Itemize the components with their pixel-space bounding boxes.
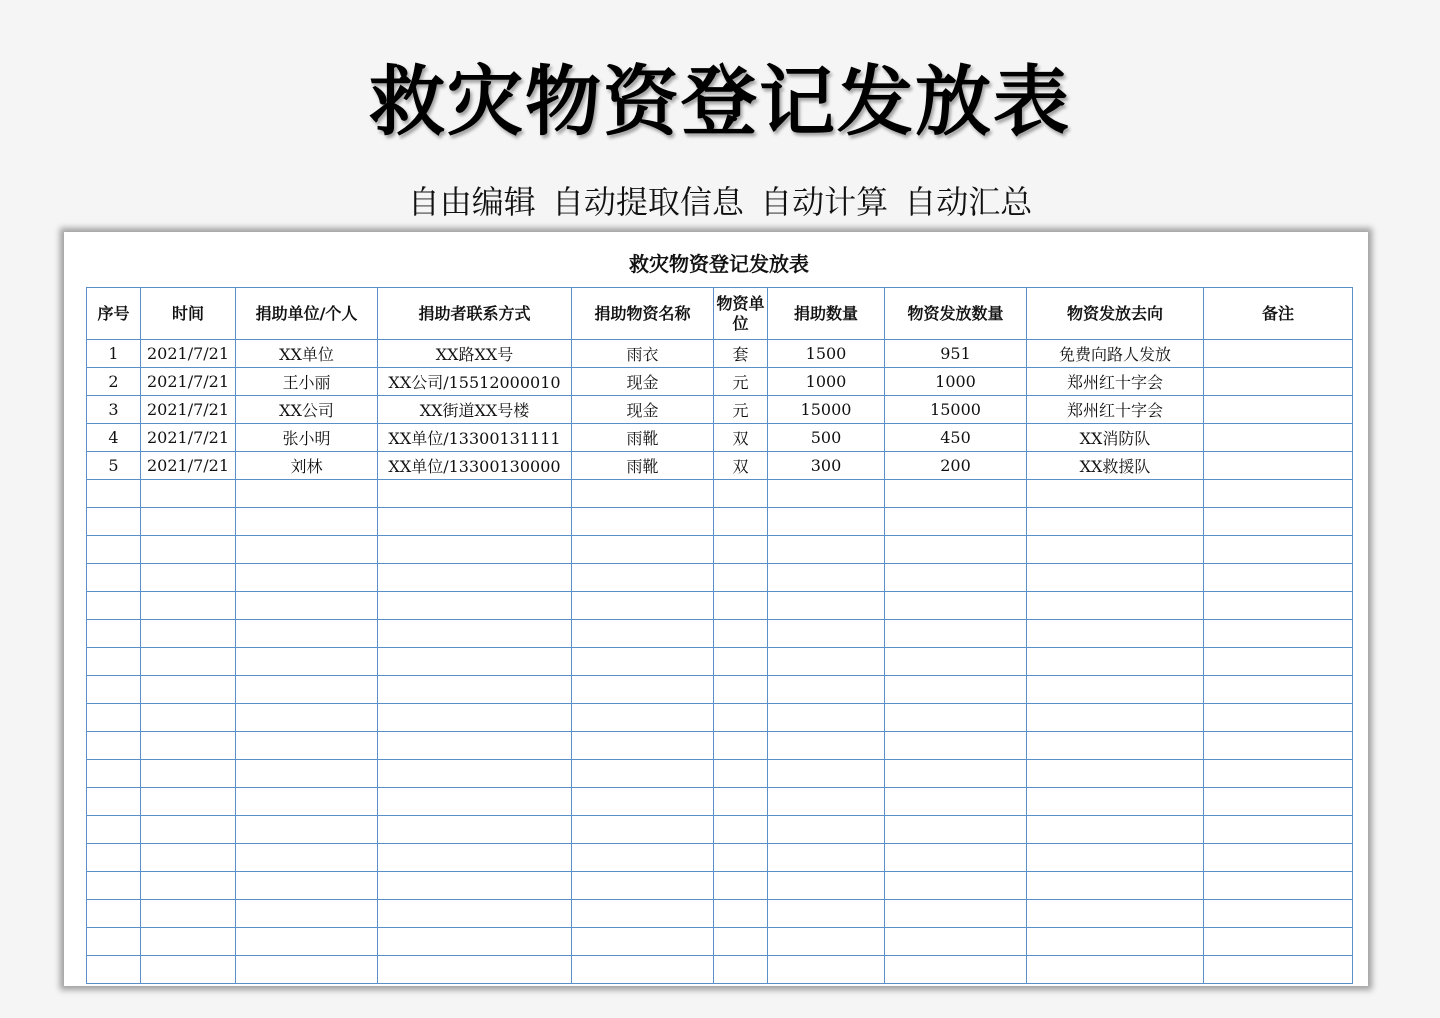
cell-destination[interactable] (1027, 760, 1204, 788)
cell-donated-qty[interactable] (768, 732, 885, 760)
cell-contact[interactable] (378, 536, 572, 564)
cell-material[interactable]: 现金 (572, 368, 714, 396)
cell-index[interactable] (87, 872, 141, 900)
cell-destination[interactable]: 免费向路人发放 (1027, 340, 1204, 368)
empty-table-row (87, 620, 1353, 648)
cell-remarks[interactable] (1204, 536, 1353, 564)
cell-unit[interactable]: 双 (714, 424, 768, 452)
cell-contact[interactable] (378, 928, 572, 956)
cell-donor[interactable]: XX公司 (236, 396, 378, 424)
cell-issued-qty[interactable] (885, 928, 1027, 956)
cell-date[interactable] (141, 788, 236, 816)
cell-issued-qty[interactable] (885, 592, 1027, 620)
cell-destination[interactable] (1027, 816, 1204, 844)
empty-table-row (87, 648, 1353, 676)
cell-date[interactable]: 2021/7/21 (141, 424, 236, 452)
cell-unit[interactable] (714, 564, 768, 592)
cell-contact[interactable] (378, 788, 572, 816)
cell-unit[interactable] (714, 536, 768, 564)
cell-destination[interactable]: XX消防队 (1027, 424, 1204, 452)
cell-destination[interactable] (1027, 620, 1204, 648)
cell-destination[interactable] (1027, 872, 1204, 900)
table-row (87, 368, 1353, 396)
header-cell-issued-qty[interactable]: 物资发放数量 (885, 288, 1027, 340)
cell-index[interactable] (87, 788, 141, 816)
cell-donor[interactable]: 张小明 (236, 424, 378, 452)
cell-donor[interactable] (236, 620, 378, 648)
empty-table-row (87, 900, 1353, 928)
empty-table-row (87, 760, 1353, 788)
cell-remarks[interactable] (1204, 648, 1353, 676)
cell-issued-qty[interactable]: 1000 (885, 368, 1027, 396)
empty-table-row (87, 508, 1353, 536)
cell-remarks[interactable] (1204, 872, 1353, 900)
cell-date[interactable]: 2021/7/21 (141, 452, 236, 480)
cell-index[interactable] (87, 648, 141, 676)
cell-destination[interactable] (1027, 704, 1204, 732)
empty-table-row (87, 816, 1353, 844)
header-cell-donated-qty[interactable]: 捐助数量 (768, 288, 885, 340)
cell-index[interactable] (87, 760, 141, 788)
cell-material[interactable] (572, 760, 714, 788)
header-cell-contact[interactable]: 捐助者联系方式 (378, 288, 572, 340)
cell-remarks[interactable] (1204, 592, 1353, 620)
cell-donated-qty[interactable] (768, 592, 885, 620)
table-row (87, 424, 1353, 452)
cell-destination[interactable] (1027, 480, 1204, 508)
cell-issued-qty[interactable] (885, 676, 1027, 704)
cell-material[interactable] (572, 872, 714, 900)
cell-date[interactable] (141, 676, 236, 704)
cell-material[interactable]: 雨靴 (572, 452, 714, 480)
cell-material[interactable] (572, 900, 714, 928)
cell-index[interactable] (87, 620, 141, 648)
cell-unit[interactable] (714, 508, 768, 536)
cell-donor[interactable] (236, 676, 378, 704)
cell-unit[interactable] (714, 480, 768, 508)
cell-remarks[interactable] (1204, 508, 1353, 536)
cell-contact[interactable] (378, 760, 572, 788)
cell-unit[interactable]: 元 (714, 368, 768, 396)
cell-issued-qty[interactable]: 951 (885, 340, 1027, 368)
cell-contact[interactable] (378, 844, 572, 872)
cell-unit[interactable]: 双 (714, 452, 768, 480)
empty-table-row (87, 676, 1353, 704)
cell-donor[interactable] (236, 564, 378, 592)
cell-date[interactable] (141, 480, 236, 508)
cell-destination[interactable] (1027, 536, 1204, 564)
cell-index[interactable] (87, 816, 141, 844)
cell-unit[interactable] (714, 676, 768, 704)
cell-issued-qty[interactable] (885, 564, 1027, 592)
cell-issued-qty[interactable] (885, 480, 1027, 508)
cell-unit[interactable] (714, 760, 768, 788)
table-row (87, 340, 1353, 368)
cell-issued-qty[interactable] (885, 900, 1027, 928)
cell-date[interactable] (141, 900, 236, 928)
cell-donated-qty[interactable] (768, 900, 885, 928)
cell-unit[interactable] (714, 928, 768, 956)
cell-unit[interactable] (714, 844, 768, 872)
cell-donor[interactable] (236, 760, 378, 788)
cell-donor[interactable] (236, 928, 378, 956)
cell-index[interactable]: 2 (87, 368, 141, 396)
cell-donated-qty[interactable] (768, 760, 885, 788)
cell-index[interactable] (87, 732, 141, 760)
cell-index[interactable] (87, 928, 141, 956)
cell-donor[interactable] (236, 816, 378, 844)
cell-donor[interactable] (236, 844, 378, 872)
cell-donor[interactable] (236, 956, 378, 984)
cell-unit[interactable] (714, 788, 768, 816)
cell-remarks[interactable] (1204, 928, 1353, 956)
cell-date[interactable] (141, 620, 236, 648)
cell-index[interactable]: 4 (87, 424, 141, 452)
cell-index[interactable] (87, 508, 141, 536)
cell-date[interactable] (141, 928, 236, 956)
empty-table-row (87, 564, 1353, 592)
cell-destination[interactable] (1027, 900, 1204, 928)
cell-donated-qty[interactable]: 300 (768, 452, 885, 480)
cell-issued-qty[interactable]: 200 (885, 452, 1027, 480)
header-cell-date[interactable]: 时间 (141, 288, 236, 340)
cell-material[interactable]: 现金 (572, 396, 714, 424)
cell-contact[interactable]: XX单位/13300131111 (378, 424, 572, 452)
cell-contact[interactable]: XX公司/15512000010 (378, 368, 572, 396)
cell-unit[interactable] (714, 648, 768, 676)
cell-issued-qty[interactable] (885, 536, 1027, 564)
cell-remarks[interactable] (1204, 816, 1353, 844)
cell-material[interactable] (572, 928, 714, 956)
cell-contact[interactable] (378, 676, 572, 704)
cell-material[interactable] (572, 732, 714, 760)
cell-donated-qty[interactable] (768, 928, 885, 956)
cell-material[interactable] (572, 816, 714, 844)
cell-material[interactable] (572, 676, 714, 704)
cell-issued-qty[interactable] (885, 508, 1027, 536)
cell-donated-qty[interactable] (768, 536, 885, 564)
cell-donated-qty[interactable] (768, 620, 885, 648)
cell-contact[interactable] (378, 816, 572, 844)
cell-index[interactable] (87, 536, 141, 564)
cell-remarks[interactable] (1204, 452, 1353, 480)
empty-table-row (87, 872, 1353, 900)
cell-donor[interactable] (236, 704, 378, 732)
cell-donor[interactable] (236, 900, 378, 928)
cell-donated-qty[interactable] (768, 844, 885, 872)
cell-contact[interactable]: XX街道XX号楼 (378, 396, 572, 424)
cell-date[interactable] (141, 536, 236, 564)
cell-donated-qty[interactable] (768, 872, 885, 900)
cell-remarks[interactable] (1204, 340, 1353, 368)
cell-unit[interactable] (714, 872, 768, 900)
header-row (87, 288, 1353, 340)
empty-table-row (87, 732, 1353, 760)
page-title: 救灾物资登记发放表 (369, 57, 1071, 146)
cell-unit[interactable]: 元 (714, 396, 768, 424)
cell-donor[interactable]: 王小丽 (236, 368, 378, 396)
cell-issued-qty[interactable] (885, 648, 1027, 676)
empty-table-row (87, 956, 1353, 984)
cell-contact[interactable] (378, 872, 572, 900)
cell-contact[interactable] (378, 480, 572, 508)
cell-unit[interactable] (714, 592, 768, 620)
empty-table-row (87, 928, 1353, 956)
cell-date[interactable]: 2021/7/21 (141, 340, 236, 368)
cell-donated-qty[interactable] (768, 508, 885, 536)
cell-material[interactable] (572, 564, 714, 592)
cell-destination[interactable]: 郑州红十字会 (1027, 396, 1204, 424)
header-cell-material[interactable]: 捐助物资名称 (572, 288, 714, 340)
empty-table-row (87, 480, 1353, 508)
cell-destination[interactable] (1027, 956, 1204, 984)
cell-issued-qty[interactable] (885, 816, 1027, 844)
cell-destination[interactable] (1027, 564, 1204, 592)
cell-remarks[interactable] (1204, 368, 1353, 396)
empty-table-row (87, 592, 1353, 620)
cell-donor[interactable] (236, 788, 378, 816)
cell-index[interactable]: 1 (87, 340, 141, 368)
cell-remarks[interactable] (1204, 564, 1353, 592)
cell-donor[interactable] (236, 648, 378, 676)
cell-donated-qty[interactable]: 15000 (768, 396, 885, 424)
cell-date[interactable] (141, 508, 236, 536)
header-cell-unit[interactable]: 物资单位 (714, 288, 768, 340)
cell-index[interactable] (87, 844, 141, 872)
cell-destination[interactable]: 郑州红十字会 (1027, 368, 1204, 396)
cell-donated-qty[interactable] (768, 956, 885, 984)
cell-material[interactable]: 雨靴 (572, 424, 714, 452)
cell-issued-qty[interactable] (885, 872, 1027, 900)
cell-issued-qty[interactable] (885, 956, 1027, 984)
cell-destination[interactable] (1027, 732, 1204, 760)
cell-donated-qty[interactable] (768, 480, 885, 508)
cell-contact[interactable] (378, 564, 572, 592)
cell-remarks[interactable] (1204, 732, 1353, 760)
cell-issued-qty[interactable] (885, 704, 1027, 732)
page-subtitle: 自由编辑 自动提取信息 自动计算 自动汇总 (407, 183, 1033, 221)
cell-unit[interactable] (714, 956, 768, 984)
cell-donated-qty[interactable] (768, 704, 885, 732)
cell-date[interactable] (141, 564, 236, 592)
cell-unit[interactable] (714, 704, 768, 732)
cell-donor[interactable] (236, 592, 378, 620)
cell-destination[interactable] (1027, 648, 1204, 676)
cell-remarks[interactable] (1204, 424, 1353, 452)
cell-material[interactable] (572, 592, 714, 620)
cell-material[interactable] (572, 788, 714, 816)
cell-contact[interactable] (378, 704, 572, 732)
sheet-title[interactable]: 救灾物资登记发放表 (629, 252, 809, 276)
cell-donated-qty[interactable]: 1000 (768, 368, 885, 396)
registration-table (86, 287, 1353, 984)
cell-contact[interactable]: XX单位/13300130000 (378, 452, 572, 480)
cell-donor[interactable] (236, 872, 378, 900)
cell-issued-qty[interactable] (885, 732, 1027, 760)
spreadsheet-sheet (64, 232, 1368, 986)
cell-index[interactable] (87, 564, 141, 592)
cell-donated-qty[interactable]: 500 (768, 424, 885, 452)
cell-material[interactable] (572, 648, 714, 676)
header-cell-index[interactable]: 序号 (87, 288, 141, 340)
cell-donated-qty[interactable] (768, 676, 885, 704)
cell-contact[interactable]: XX路XX号 (378, 340, 572, 368)
cell-donated-qty[interactable] (768, 648, 885, 676)
cell-date[interactable] (141, 732, 236, 760)
cell-remarks[interactable] (1204, 900, 1353, 928)
cell-issued-qty[interactable]: 450 (885, 424, 1027, 452)
cell-material[interactable]: 雨衣 (572, 340, 714, 368)
cell-issued-qty[interactable] (885, 844, 1027, 872)
cell-contact[interactable] (378, 900, 572, 928)
header-cell-remarks[interactable]: 备注 (1204, 288, 1353, 340)
cell-remarks[interactable] (1204, 760, 1353, 788)
empty-table-row (87, 844, 1353, 872)
cell-date[interactable] (141, 844, 236, 872)
cell-destination[interactable] (1027, 928, 1204, 956)
cell-index[interactable]: 5 (87, 452, 141, 480)
cell-date[interactable] (141, 872, 236, 900)
cell-destination[interactable] (1027, 592, 1204, 620)
cell-material[interactable] (572, 536, 714, 564)
empty-table-row (87, 788, 1353, 816)
cell-donated-qty[interactable] (768, 816, 885, 844)
cell-donated-qty[interactable]: 1500 (768, 340, 885, 368)
header-cell-destination[interactable]: 物资发放去向 (1027, 288, 1204, 340)
cell-date[interactable] (141, 956, 236, 984)
cell-material[interactable] (572, 508, 714, 536)
cell-unit[interactable] (714, 816, 768, 844)
cell-date[interactable] (141, 592, 236, 620)
cell-issued-qty[interactable] (885, 760, 1027, 788)
cell-unit[interactable] (714, 620, 768, 648)
cell-remarks[interactable] (1204, 676, 1353, 704)
cell-unit[interactable]: 套 (714, 340, 768, 368)
cell-donated-qty[interactable] (768, 788, 885, 816)
cell-index[interactable] (87, 704, 141, 732)
header-cell-donor[interactable]: 捐助单位/个人 (236, 288, 378, 340)
cell-date[interactable]: 2021/7/21 (141, 368, 236, 396)
cell-date[interactable] (141, 648, 236, 676)
cell-destination[interactable] (1027, 508, 1204, 536)
cell-remarks[interactable] (1204, 480, 1353, 508)
cell-donor[interactable] (236, 480, 378, 508)
cell-material[interactable] (572, 704, 714, 732)
cell-remarks[interactable] (1204, 788, 1353, 816)
cell-material[interactable] (572, 480, 714, 508)
cell-donor[interactable]: 刘林 (236, 452, 378, 480)
cell-unit[interactable] (714, 732, 768, 760)
cell-index[interactable] (87, 480, 141, 508)
cell-remarks[interactable] (1204, 620, 1353, 648)
cell-date[interactable] (141, 816, 236, 844)
cell-index[interactable] (87, 676, 141, 704)
cell-unit[interactable] (714, 900, 768, 928)
cell-material[interactable] (572, 620, 714, 648)
cell-contact[interactable] (378, 620, 572, 648)
cell-issued-qty[interactable] (885, 788, 1027, 816)
cell-date[interactable] (141, 704, 236, 732)
cell-donated-qty[interactable] (768, 564, 885, 592)
cell-contact[interactable] (378, 732, 572, 760)
cell-material[interactable] (572, 956, 714, 984)
cell-material[interactable] (572, 844, 714, 872)
cell-remarks[interactable] (1204, 956, 1353, 984)
cell-contact[interactable] (378, 592, 572, 620)
cell-index[interactable] (87, 956, 141, 984)
cell-donor[interactable] (236, 732, 378, 760)
cell-contact[interactable] (378, 508, 572, 536)
empty-table-row (87, 704, 1353, 732)
table-row (87, 396, 1353, 424)
cell-donor[interactable]: XX单位 (236, 340, 378, 368)
cell-donor[interactable] (236, 536, 378, 564)
empty-table-row (87, 536, 1353, 564)
cell-contact[interactable] (378, 648, 572, 676)
cell-date[interactable] (141, 760, 236, 788)
table-row (87, 452, 1353, 480)
cell-donor[interactable] (236, 508, 378, 536)
cell-index[interactable] (87, 592, 141, 620)
cell-destination[interactable]: XX救援队 (1027, 452, 1204, 480)
cell-issued-qty[interactable] (885, 620, 1027, 648)
cell-remarks[interactable] (1204, 704, 1353, 732)
cell-destination[interactable] (1027, 788, 1204, 816)
cell-destination[interactable] (1027, 844, 1204, 872)
cell-remarks[interactable] (1204, 396, 1353, 424)
cell-remarks[interactable] (1204, 844, 1353, 872)
cell-issued-qty[interactable]: 15000 (885, 396, 1027, 424)
cell-date[interactable]: 2021/7/21 (141, 396, 236, 424)
cell-destination[interactable] (1027, 676, 1204, 704)
cell-index[interactable]: 3 (87, 396, 141, 424)
cell-contact[interactable] (378, 956, 572, 984)
cell-index[interactable] (87, 900, 141, 928)
